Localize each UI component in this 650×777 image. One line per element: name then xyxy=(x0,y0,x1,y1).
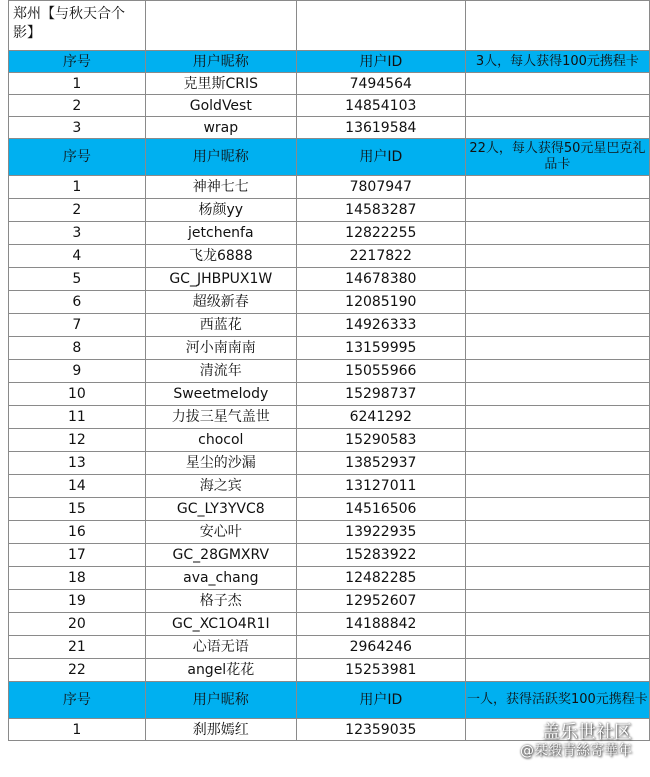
userid-cell: 7807947 xyxy=(296,176,465,199)
seq-cell: 17 xyxy=(9,544,146,567)
nickname-cell: Sweetmelody xyxy=(145,383,296,406)
header-seq-cell: 序号 xyxy=(9,682,146,719)
table-row xyxy=(9,613,650,636)
empty-cell xyxy=(296,1,465,51)
table-row xyxy=(9,73,650,95)
nickname-cell: GC_28GMXRV xyxy=(145,544,296,567)
userid-cell: 14926333 xyxy=(296,314,465,337)
userid-cell: 12359035 xyxy=(296,719,465,741)
winners-table xyxy=(8,0,650,741)
userid-cell: 14188842 xyxy=(296,613,465,636)
table-row xyxy=(9,659,650,682)
nickname-cell: 超级新春 xyxy=(145,291,296,314)
empty-cell xyxy=(145,1,296,51)
table-row xyxy=(9,117,650,139)
nickname-cell: 杨颜yy xyxy=(145,199,296,222)
nickname-cell: jetchenfa xyxy=(145,222,296,245)
seq-cell: 2 xyxy=(9,95,146,117)
userid-cell: 13922935 xyxy=(296,521,465,544)
prize-note-cell: 3人，每人获得100元携程卡 xyxy=(465,51,649,73)
nickname-cell: 西蓝花 xyxy=(145,314,296,337)
seq-cell: 19 xyxy=(9,590,146,613)
seq-cell: 16 xyxy=(9,521,146,544)
userid-cell: 12085190 xyxy=(296,291,465,314)
empty-cell xyxy=(465,659,649,682)
userid-cell: 13159995 xyxy=(296,337,465,360)
section-header-row xyxy=(9,139,650,176)
table-row xyxy=(9,95,650,117)
table-row xyxy=(9,337,650,360)
userid-cell: 15283922 xyxy=(296,544,465,567)
empty-cell xyxy=(465,291,649,314)
seq-cell: 22 xyxy=(9,659,146,682)
nickname-cell: 克里斯CRIS xyxy=(145,73,296,95)
empty-cell xyxy=(465,314,649,337)
nickname-cell: 心语无语 xyxy=(145,636,296,659)
table-row xyxy=(9,268,650,291)
userid-cell: 15253981 xyxy=(296,659,465,682)
table-row xyxy=(9,314,650,337)
empty-cell xyxy=(465,429,649,452)
empty-cell xyxy=(465,337,649,360)
userid-cell: 15290583 xyxy=(296,429,465,452)
prize-note-cell: 22人，每人获得50元星巴克礼品卡 xyxy=(465,139,649,176)
header-seq-cell: 序号 xyxy=(9,51,146,73)
seq-cell: 1 xyxy=(9,719,146,741)
nickname-cell: 飞龙6888 xyxy=(145,245,296,268)
watermark-user: @栞緞青絲寄華年 xyxy=(520,743,632,759)
userid-cell: 6241292 xyxy=(296,406,465,429)
seq-cell: 11 xyxy=(9,406,146,429)
userid-cell: 12952607 xyxy=(296,590,465,613)
seq-cell: 15 xyxy=(9,498,146,521)
userid-cell: 14854103 xyxy=(296,95,465,117)
nickname-cell: 安心叶 xyxy=(145,521,296,544)
empty-cell xyxy=(465,590,649,613)
table-row xyxy=(9,222,650,245)
empty-cell xyxy=(465,222,649,245)
empty-cell xyxy=(465,360,649,383)
userid-cell: 7494564 xyxy=(296,73,465,95)
prize-note-cell: 一人，获得活跃奖100元携程卡 xyxy=(465,682,649,719)
table-row xyxy=(9,719,650,741)
empty-cell xyxy=(465,268,649,291)
section-header-row xyxy=(9,51,650,73)
userid-cell: 13127011 xyxy=(296,475,465,498)
seq-cell: 20 xyxy=(9,613,146,636)
nickname-cell: GC_XC1O4R1I xyxy=(145,613,296,636)
table-row xyxy=(9,291,650,314)
nickname-cell: angel花花 xyxy=(145,659,296,682)
nickname-cell: 星尘的沙漏 xyxy=(145,452,296,475)
empty-cell xyxy=(465,567,649,590)
empty-cell xyxy=(465,613,649,636)
empty-cell xyxy=(465,176,649,199)
empty-cell xyxy=(465,117,649,139)
seq-cell: 1 xyxy=(9,73,146,95)
empty-cell xyxy=(465,498,649,521)
seq-cell: 2 xyxy=(9,199,146,222)
event-title-cell: 郑州【与秋天合个影】 xyxy=(9,1,146,51)
empty-cell xyxy=(465,383,649,406)
table-row xyxy=(9,590,650,613)
nickname-cell: GC_JHBPUX1W xyxy=(145,268,296,291)
table-row xyxy=(9,636,650,659)
seq-cell: 9 xyxy=(9,360,146,383)
table-row xyxy=(9,475,650,498)
header-userid-cell: 用户ID xyxy=(296,682,465,719)
nickname-cell: 清流年 xyxy=(145,360,296,383)
userid-cell: 13852937 xyxy=(296,452,465,475)
seq-cell: 6 xyxy=(9,291,146,314)
seq-cell: 3 xyxy=(9,117,146,139)
empty-cell xyxy=(465,406,649,429)
nickname-cell: 力拔三星气盖世 xyxy=(145,406,296,429)
table-row xyxy=(9,383,650,406)
seq-cell: 21 xyxy=(9,636,146,659)
seq-cell: 7 xyxy=(9,314,146,337)
userid-cell: 12482285 xyxy=(296,567,465,590)
table-row xyxy=(9,544,650,567)
table-row xyxy=(9,452,650,475)
empty-cell xyxy=(465,95,649,117)
header-userid-cell: 用户ID xyxy=(296,51,465,73)
seq-cell: 12 xyxy=(9,429,146,452)
userid-cell: 12822255 xyxy=(296,222,465,245)
nickname-cell: wrap xyxy=(145,117,296,139)
empty-cell xyxy=(465,475,649,498)
watermark-brand: 盖乐世社区 xyxy=(542,722,632,743)
header-userid-cell: 用户ID xyxy=(296,139,465,176)
nickname-cell: 刹那嫣红 xyxy=(145,719,296,741)
nickname-cell: 河小南南南 xyxy=(145,337,296,360)
nickname-cell: GoldVest xyxy=(145,95,296,117)
userid-cell: 15298737 xyxy=(296,383,465,406)
nickname-cell: 海之宾 xyxy=(145,475,296,498)
nickname-cell: 格子杰 xyxy=(145,590,296,613)
userid-cell: 15055966 xyxy=(296,360,465,383)
table-row xyxy=(9,429,650,452)
seq-cell: 3 xyxy=(9,222,146,245)
empty-cell xyxy=(465,636,649,659)
seq-cell: 14 xyxy=(9,475,146,498)
empty-cell xyxy=(465,452,649,475)
nickname-cell: chocol xyxy=(145,429,296,452)
userid-cell: 14516506 xyxy=(296,498,465,521)
userid-cell: 2217822 xyxy=(296,245,465,268)
nickname-cell: GC_LY3YVC8 xyxy=(145,498,296,521)
empty-cell xyxy=(465,199,649,222)
seq-cell: 8 xyxy=(9,337,146,360)
empty-cell xyxy=(465,245,649,268)
seq-cell: 1 xyxy=(9,176,146,199)
seq-cell: 4 xyxy=(9,245,146,268)
table-row xyxy=(9,498,650,521)
userid-cell: 14583287 xyxy=(296,199,465,222)
seq-cell: 10 xyxy=(9,383,146,406)
table-row xyxy=(9,567,650,590)
userid-cell: 2964246 xyxy=(296,636,465,659)
seq-cell: 5 xyxy=(9,268,146,291)
title-row xyxy=(9,1,650,51)
empty-cell xyxy=(465,73,649,95)
header-nickname-cell: 用户昵称 xyxy=(145,682,296,719)
empty-cell xyxy=(465,1,649,51)
header-nickname-cell: 用户昵称 xyxy=(145,51,296,73)
userid-cell: 14678380 xyxy=(296,268,465,291)
seq-cell: 18 xyxy=(9,567,146,590)
header-seq-cell: 序号 xyxy=(9,139,146,176)
nickname-cell: 神神七七 xyxy=(145,176,296,199)
table-row xyxy=(9,245,650,268)
table-row xyxy=(9,176,650,199)
empty-cell xyxy=(465,521,649,544)
table-row xyxy=(9,521,650,544)
table-row xyxy=(9,360,650,383)
empty-cell xyxy=(465,719,649,741)
userid-cell: 13619584 xyxy=(296,117,465,139)
seq-cell: 13 xyxy=(9,452,146,475)
table-row xyxy=(9,406,650,429)
header-nickname-cell: 用户昵称 xyxy=(145,139,296,176)
empty-cell xyxy=(465,544,649,567)
nickname-cell: ava_chang xyxy=(145,567,296,590)
section-header-row xyxy=(9,682,650,719)
table-row xyxy=(9,199,650,222)
